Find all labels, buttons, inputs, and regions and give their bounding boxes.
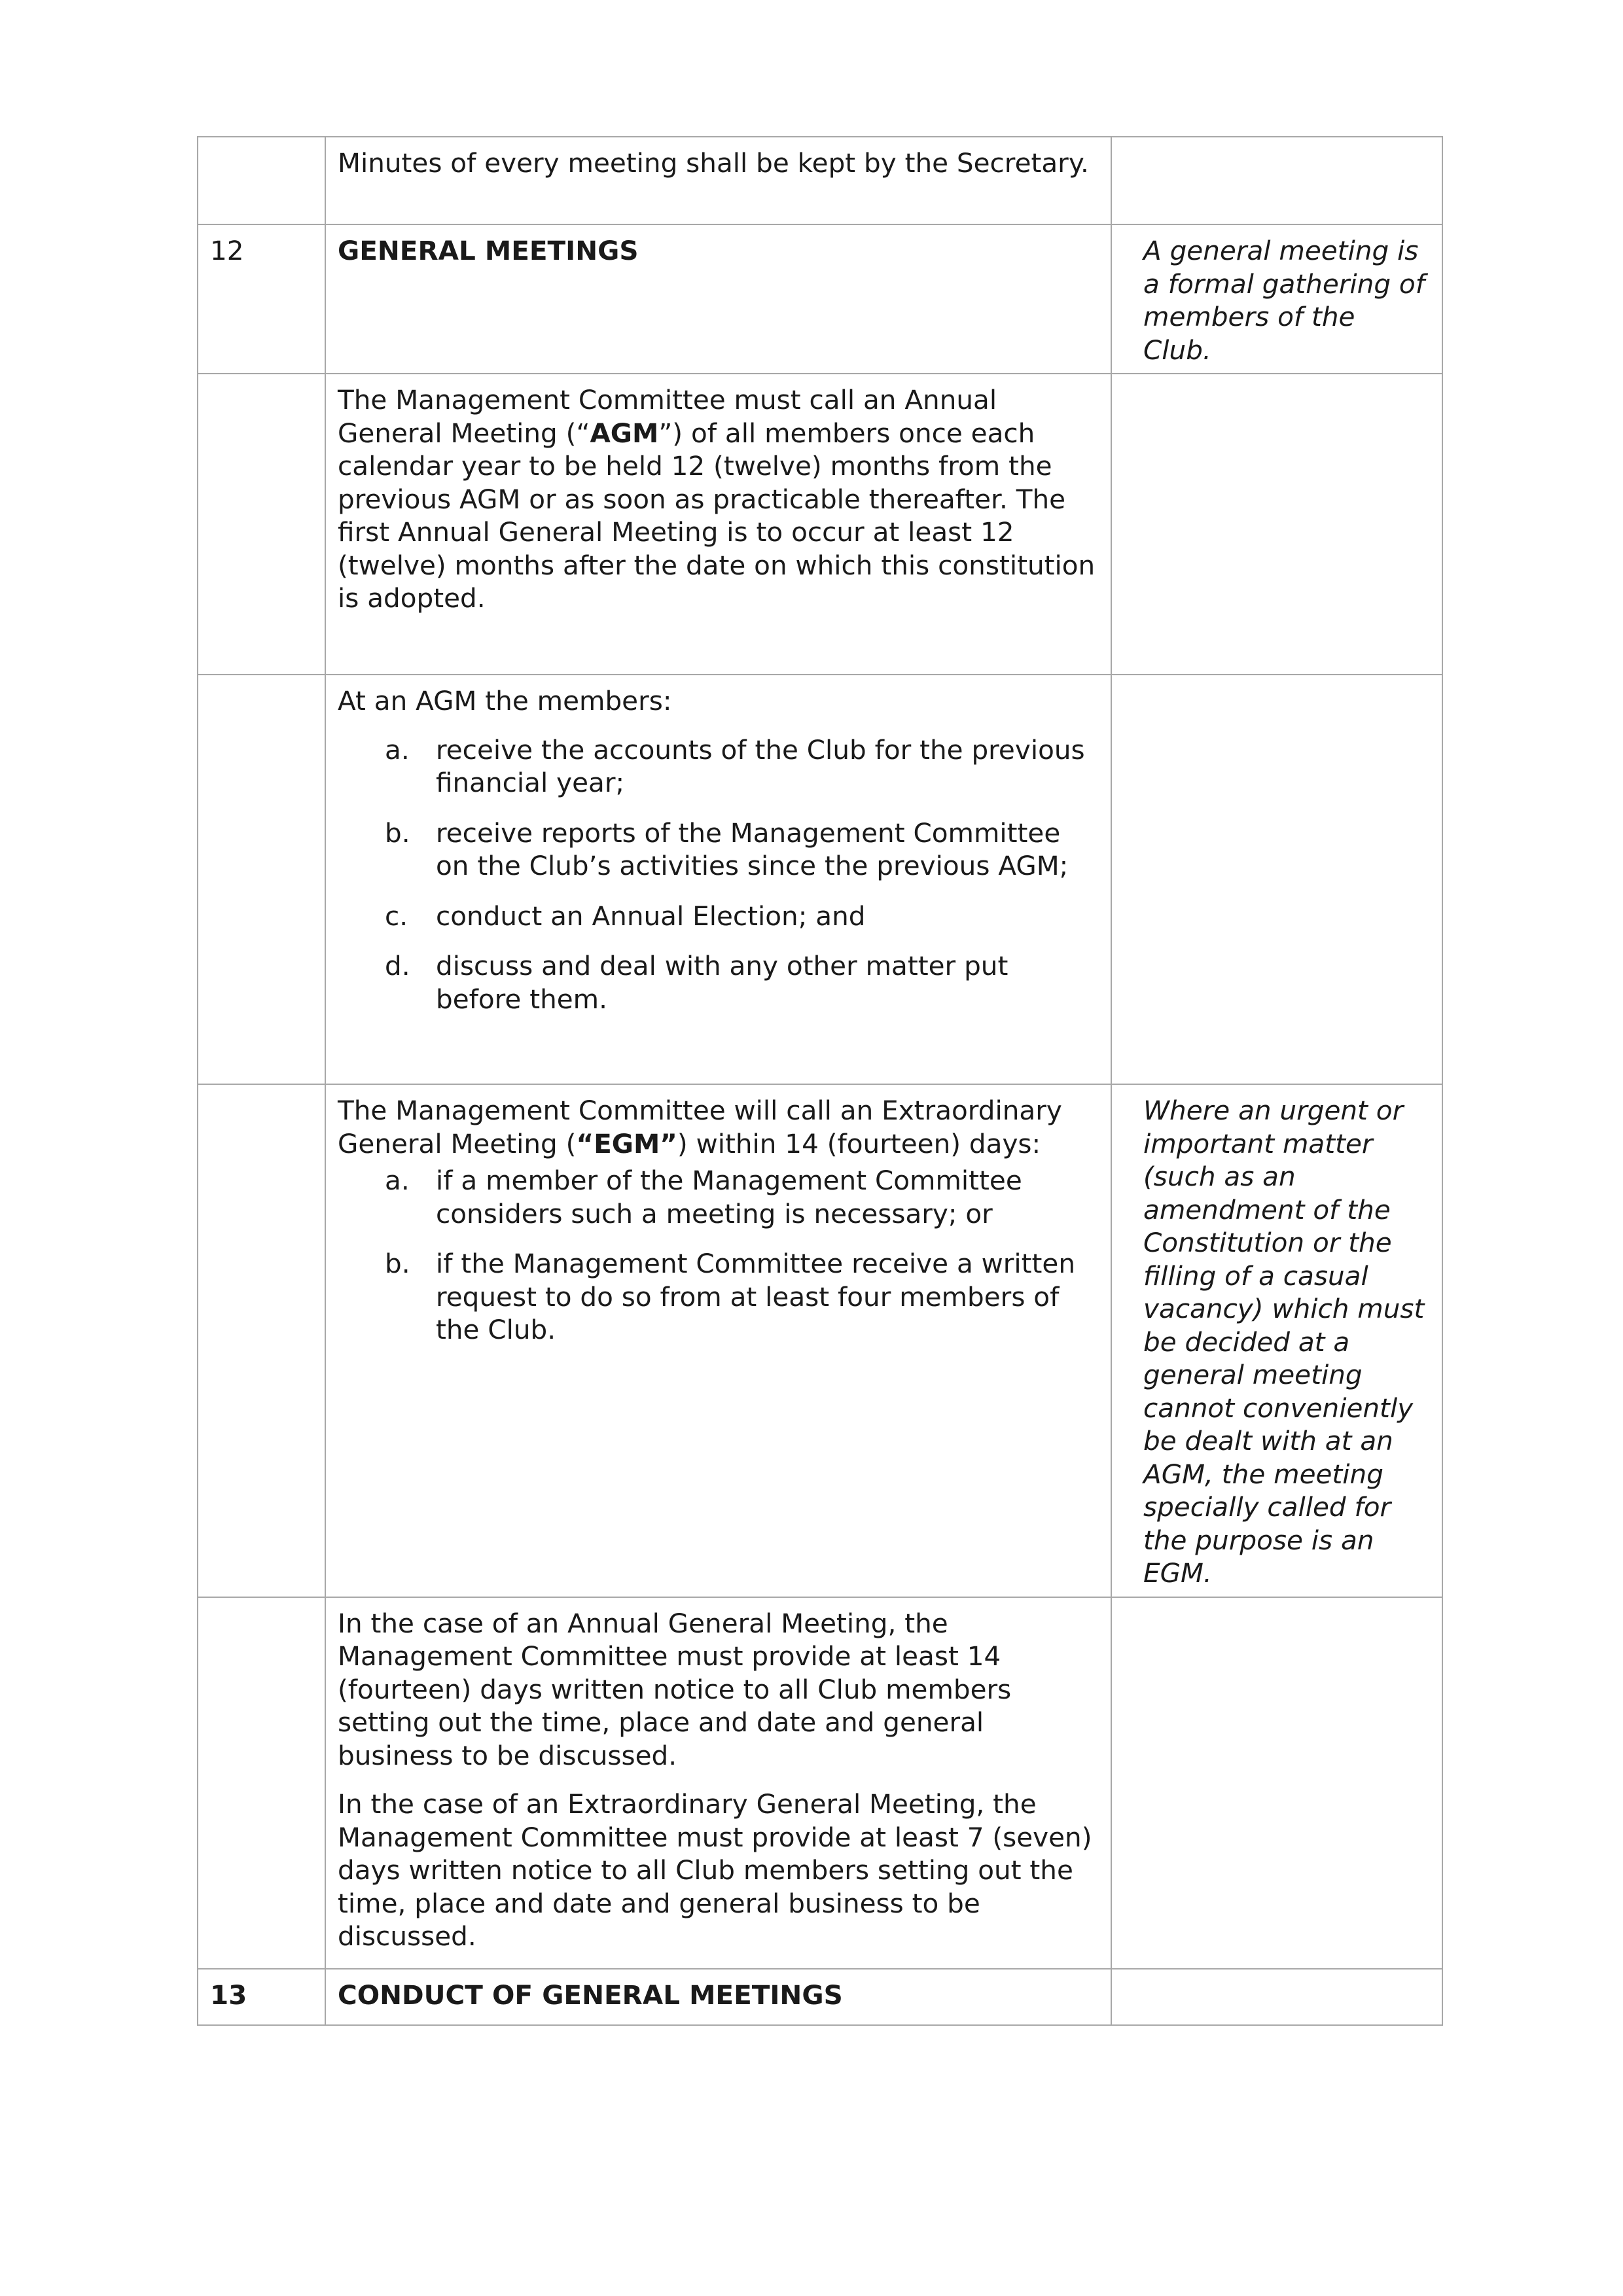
list-marker: b. <box>385 1248 410 1279</box>
list-item-text: conduct an Annual Election; and <box>436 900 866 932</box>
clause-number <box>198 1597 325 1969</box>
clause-text <box>325 224 1111 374</box>
text-run: The Management Committee must call an Annual General Meeting (“ <box>338 384 997 449</box>
table-row <box>198 374 1442 675</box>
list-item-text: discuss and deal with any other matter put before them. <box>436 950 1008 1015</box>
list-item <box>385 817 1099 883</box>
section-heading: CONDUCT OF GENERAL MEETINGS <box>338 1979 843 2011</box>
text-run: ”) of all members once each calendar year to be held 12 (twelve) months from the previous AGM or as soon as practicable thereafter. The first Annual General Meeting is to occur at least 12 (twelve) months after the date on which this constitution is adopted. <box>338 417 1096 614</box>
clause-text <box>325 1969 1111 2025</box>
table-row <box>198 1084 1442 1597</box>
margin-note: A general meeting is a formal gathering of members of the Club. <box>1111 224 1442 374</box>
list-item-text: receive the accounts of the Club for the previous financial year; <box>436 733 1085 798</box>
list-item <box>385 900 1099 933</box>
margin-note <box>1111 1969 1442 2025</box>
clause-number <box>198 675 325 1084</box>
list-item <box>385 949 1099 1016</box>
list-marker: b. <box>385 817 410 849</box>
clause-number <box>198 137 325 224</box>
sub-clause-list <box>338 733 1099 1016</box>
list-marker: c. <box>385 900 408 932</box>
list-item <box>385 733 1099 800</box>
clause-number <box>198 374 325 675</box>
list-item <box>385 1164 1099 1230</box>
sub-clause-list <box>338 1164 1099 1347</box>
list-marker: a. <box>385 1165 410 1196</box>
text-run: The Management Committee will call an Extraordinary General Meeting ( <box>338 1095 1062 1159</box>
clause-text <box>325 1084 1111 1597</box>
margin-note <box>1111 374 1442 675</box>
list-item-text: receive reports of the Management Committee on the Club’s activities since the previous AGM; <box>436 817 1069 881</box>
list-item-text: if the Management Committee receive a written request to do so from at least four members of the Club. <box>436 1248 1076 1345</box>
table-row <box>198 675 1442 1084</box>
list-intro <box>338 1094 1099 1160</box>
table-row <box>198 1969 1442 2025</box>
constitution-table <box>197 136 1443 2026</box>
margin-note: Where an urgent or important matter (such as an amendment of the Constitution or the filling of a casual vacancy) which must be decided at a general meeting cannot conveniently be dealt with at an AGM, the meeting specially called for the purpose is an EGM. <box>1111 1084 1442 1597</box>
margin-note <box>1111 1597 1442 1969</box>
paragraph: Minutes of every meeting shall be kept by the Secretary. <box>338 147 1089 179</box>
text-run: ) within 14 (fourteen) days: <box>677 1127 1041 1159</box>
margin-note <box>1111 137 1442 224</box>
margin-note <box>1111 675 1442 1084</box>
paragraph: In the case of an Extraordinary General Meeting, the Management Committee must provide at least 7 (seven) days written notice to all Club members setting out the time, place and date and general business to be discussed. <box>338 1788 1092 1952</box>
clause-text <box>325 675 1111 1084</box>
section-heading: GENERAL MEETINGS <box>338 235 639 266</box>
paragraph <box>338 383 1099 615</box>
clause-text <box>325 374 1111 675</box>
defined-term: “EGM” <box>576 1127 677 1159</box>
list-intro: At an AGM the members: <box>338 685 672 716</box>
clause-number: 13 <box>198 1969 325 2025</box>
list-marker: d. <box>385 950 410 981</box>
table-row <box>198 137 1442 224</box>
clause-number <box>198 1084 325 1597</box>
clause-text <box>325 1597 1111 1969</box>
table-row <box>198 224 1442 374</box>
clause-number: 12 <box>198 224 325 374</box>
clause-text <box>325 137 1111 224</box>
paragraph: In the case of an Annual General Meeting, the Management Committee must provide at least 14 (fourteen) days written notice to all Club members setting out the time, place and date and general business to be discussed. <box>338 1607 1012 1771</box>
list-item-text: if a member of the Management Committee considers such a meeting is necessary; or <box>436 1165 1022 1229</box>
defined-term: AGM <box>590 417 659 449</box>
list-marker: a. <box>385 733 410 766</box>
list-item <box>385 1247 1099 1347</box>
table-row <box>198 1597 1442 1969</box>
